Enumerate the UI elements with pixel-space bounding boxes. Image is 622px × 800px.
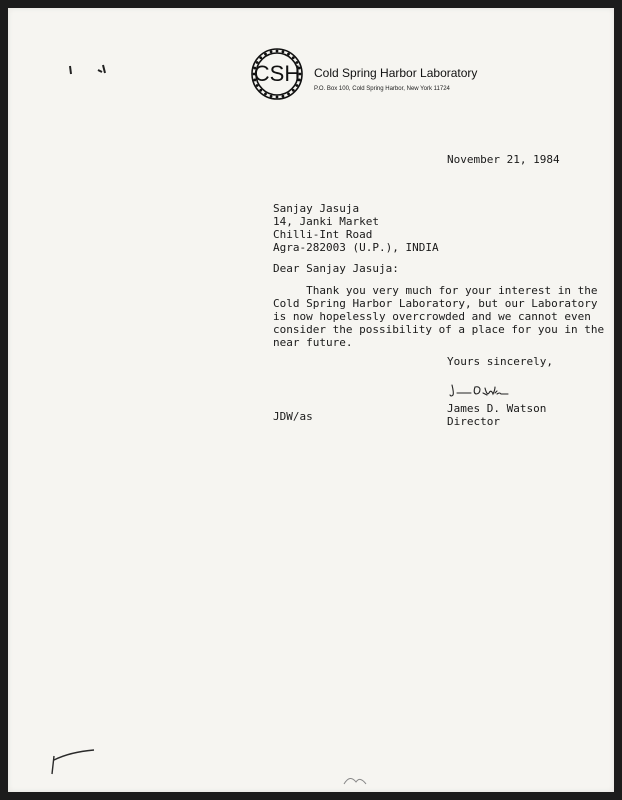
logo-text: CSH [253, 61, 301, 86]
recipient-address [273, 202, 439, 254]
organization-name: Cold Spring Harbor Laboratory [314, 66, 478, 80]
ink-mark-icon [44, 740, 104, 776]
recipient-line: 14, Janki Market [273, 215, 379, 228]
letter-page [8, 8, 614, 792]
body-line: Thank you very much for your interest in the [273, 284, 598, 297]
signer-name: James D. Watson [447, 402, 547, 415]
body-line: Cold Spring Harbor Laboratory, but our Laboratory [273, 297, 598, 310]
letter-body [273, 284, 604, 349]
body-line: consider the possibility of a place for you in the [273, 323, 605, 336]
body-line: near future. [273, 336, 353, 349]
closing: Yours sincerely, [447, 355, 553, 368]
body-line: is now hopelessly overcrowded and we cannot even [273, 310, 591, 323]
salutation: Dear Sanjay Jasuja: [273, 262, 399, 275]
organization-address: P.O. Box 100, Cold Spring Harbor, New York 11724 [314, 86, 450, 92]
ink-mark-icon [62, 62, 112, 78]
handwritten-signature-icon [449, 379, 509, 401]
recipient-line: Sanjay Jasuja [273, 202, 360, 215]
reference-initials: JDW/as [273, 410, 313, 423]
recipient-line: Chilli-Int Road [273, 228, 373, 241]
letter-date: November 21, 1984 [447, 153, 560, 166]
ink-smudge-icon [340, 772, 370, 788]
recipient-line: Agra-282003 (U.P.), INDIA [273, 241, 439, 254]
signer-title: Director [447, 415, 500, 428]
